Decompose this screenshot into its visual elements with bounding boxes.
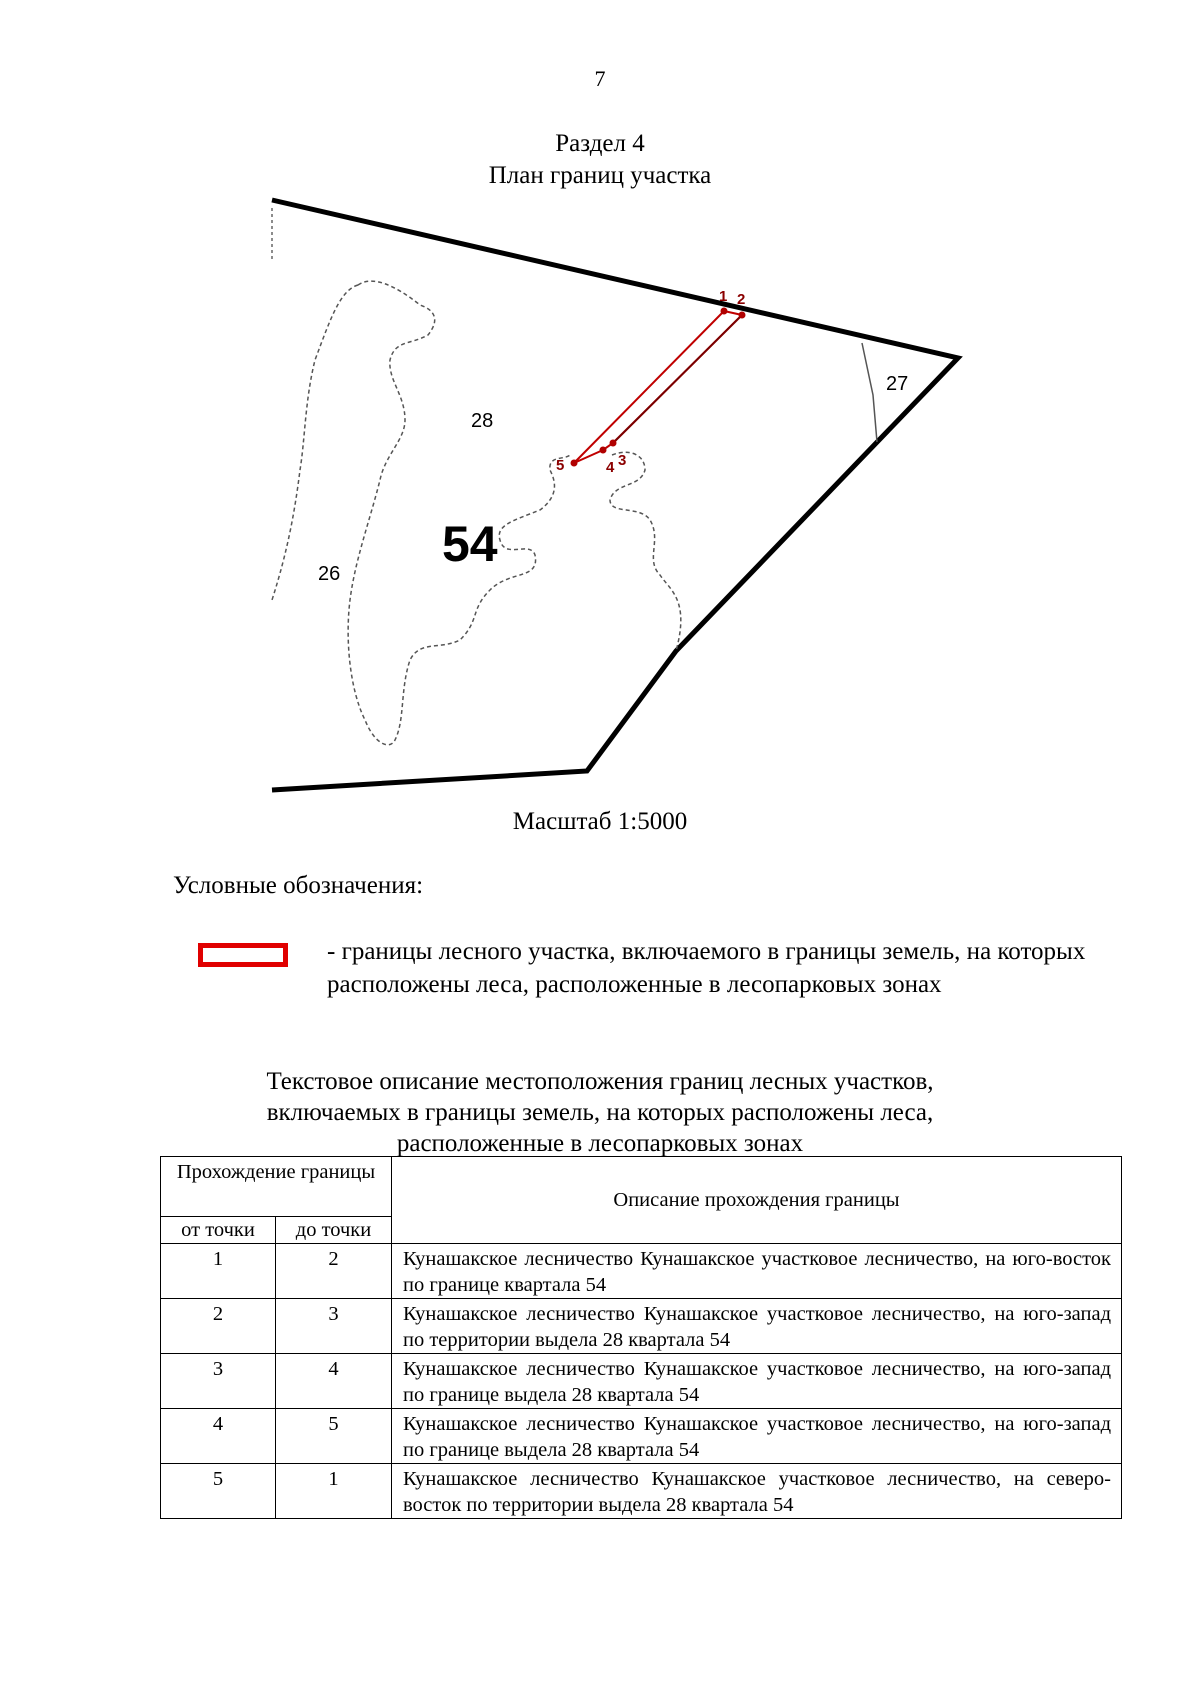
row-from: 5	[161, 1464, 276, 1519]
row-to: 1	[276, 1464, 392, 1519]
section-27-label: 27	[886, 373, 909, 395]
section-subtitle: План границ участка	[488, 162, 712, 189]
description-title-line2: включаемых в границы земель, на которых расположены леса,	[266, 1099, 934, 1126]
boundary-table	[160, 1156, 1122, 1519]
legend-title: Условные обозначения:	[173, 872, 424, 899]
section-26-label: 26	[318, 563, 341, 585]
table-row	[161, 1299, 1122, 1354]
scale-label: Масштаб 1:5000	[512, 808, 688, 835]
row-from: 4	[161, 1409, 276, 1464]
header-from-point: от точки	[161, 1217, 276, 1244]
point-1-marker	[721, 308, 728, 315]
point-1-label: 1	[719, 288, 728, 305]
row-to: 3	[276, 1299, 392, 1354]
row-to: 4	[276, 1354, 392, 1409]
point-4-label: 4	[606, 459, 615, 476]
point-5-marker	[571, 460, 578, 467]
table-row	[161, 1409, 1122, 1464]
point-4-marker	[600, 447, 607, 454]
legend-item-text: - границы лесного участка, включаемого в границы земель, на которых расположены леса, расположенные в лесопарковых зонах	[327, 938, 1086, 998]
page-number: 7	[594, 66, 606, 91]
plot-outline	[574, 311, 742, 463]
row-from: 3	[161, 1354, 276, 1409]
row-to: 5	[276, 1409, 392, 1464]
table-row	[161, 1244, 1122, 1299]
row-text: Кунашакское лесничество Кунашакское участковое лесничество, на юго-запад по территории выдела 28 квартала 54	[392, 1299, 1122, 1354]
point-3-marker	[610, 440, 617, 447]
section-27-divider	[862, 343, 877, 442]
header-group: Прохождение границы	[161, 1157, 392, 1217]
block-number-label: 54	[442, 516, 498, 572]
legend-swatch	[198, 943, 288, 967]
section-title: Раздел 4	[555, 130, 645, 157]
row-to: 2	[276, 1244, 392, 1299]
row-from: 2	[161, 1299, 276, 1354]
row-text: Кунашакское лесничество Кунашакское участковое лесничество, на юго-запад по границе выдела 28 квартала 54	[392, 1409, 1122, 1464]
quarter-boundary	[272, 200, 958, 790]
section-28-label: 28	[471, 410, 494, 432]
description-title-line3: расположенные в лесопарковых зонах	[396, 1130, 804, 1157]
row-text: Кунашакское лесничество Кунашакское участковое лесничество, на юго-запад по границе выдела 28 квартала 54	[392, 1354, 1122, 1409]
header-description: Описание прохождения границы	[392, 1157, 1122, 1244]
table-row	[161, 1464, 1122, 1519]
point-2-label: 2	[737, 291, 746, 308]
row-from: 1	[161, 1244, 276, 1299]
header-to-point: до точки	[276, 1217, 392, 1244]
point-2-marker	[739, 312, 746, 319]
row-text: Кунашакское лесничество Кунашакское участковое лесничество, на юго-восток по границе квартала 54	[392, 1244, 1122, 1299]
table-row	[161, 1354, 1122, 1409]
point-5-label: 5	[556, 457, 565, 474]
section-28-outline	[272, 281, 681, 745]
description-title-line1: Текстовое описание местоположения границ лесных участков,	[266, 1068, 934, 1095]
plot-inner-line	[613, 315, 742, 443]
row-text: Кунашакское лесничество Кунашакское участковое лесничество, на северо-восток по территории выдела 28 квартала 54	[392, 1464, 1122, 1519]
point-3-label: 3	[618, 452, 627, 469]
description-title	[0, 1066, 1200, 1159]
